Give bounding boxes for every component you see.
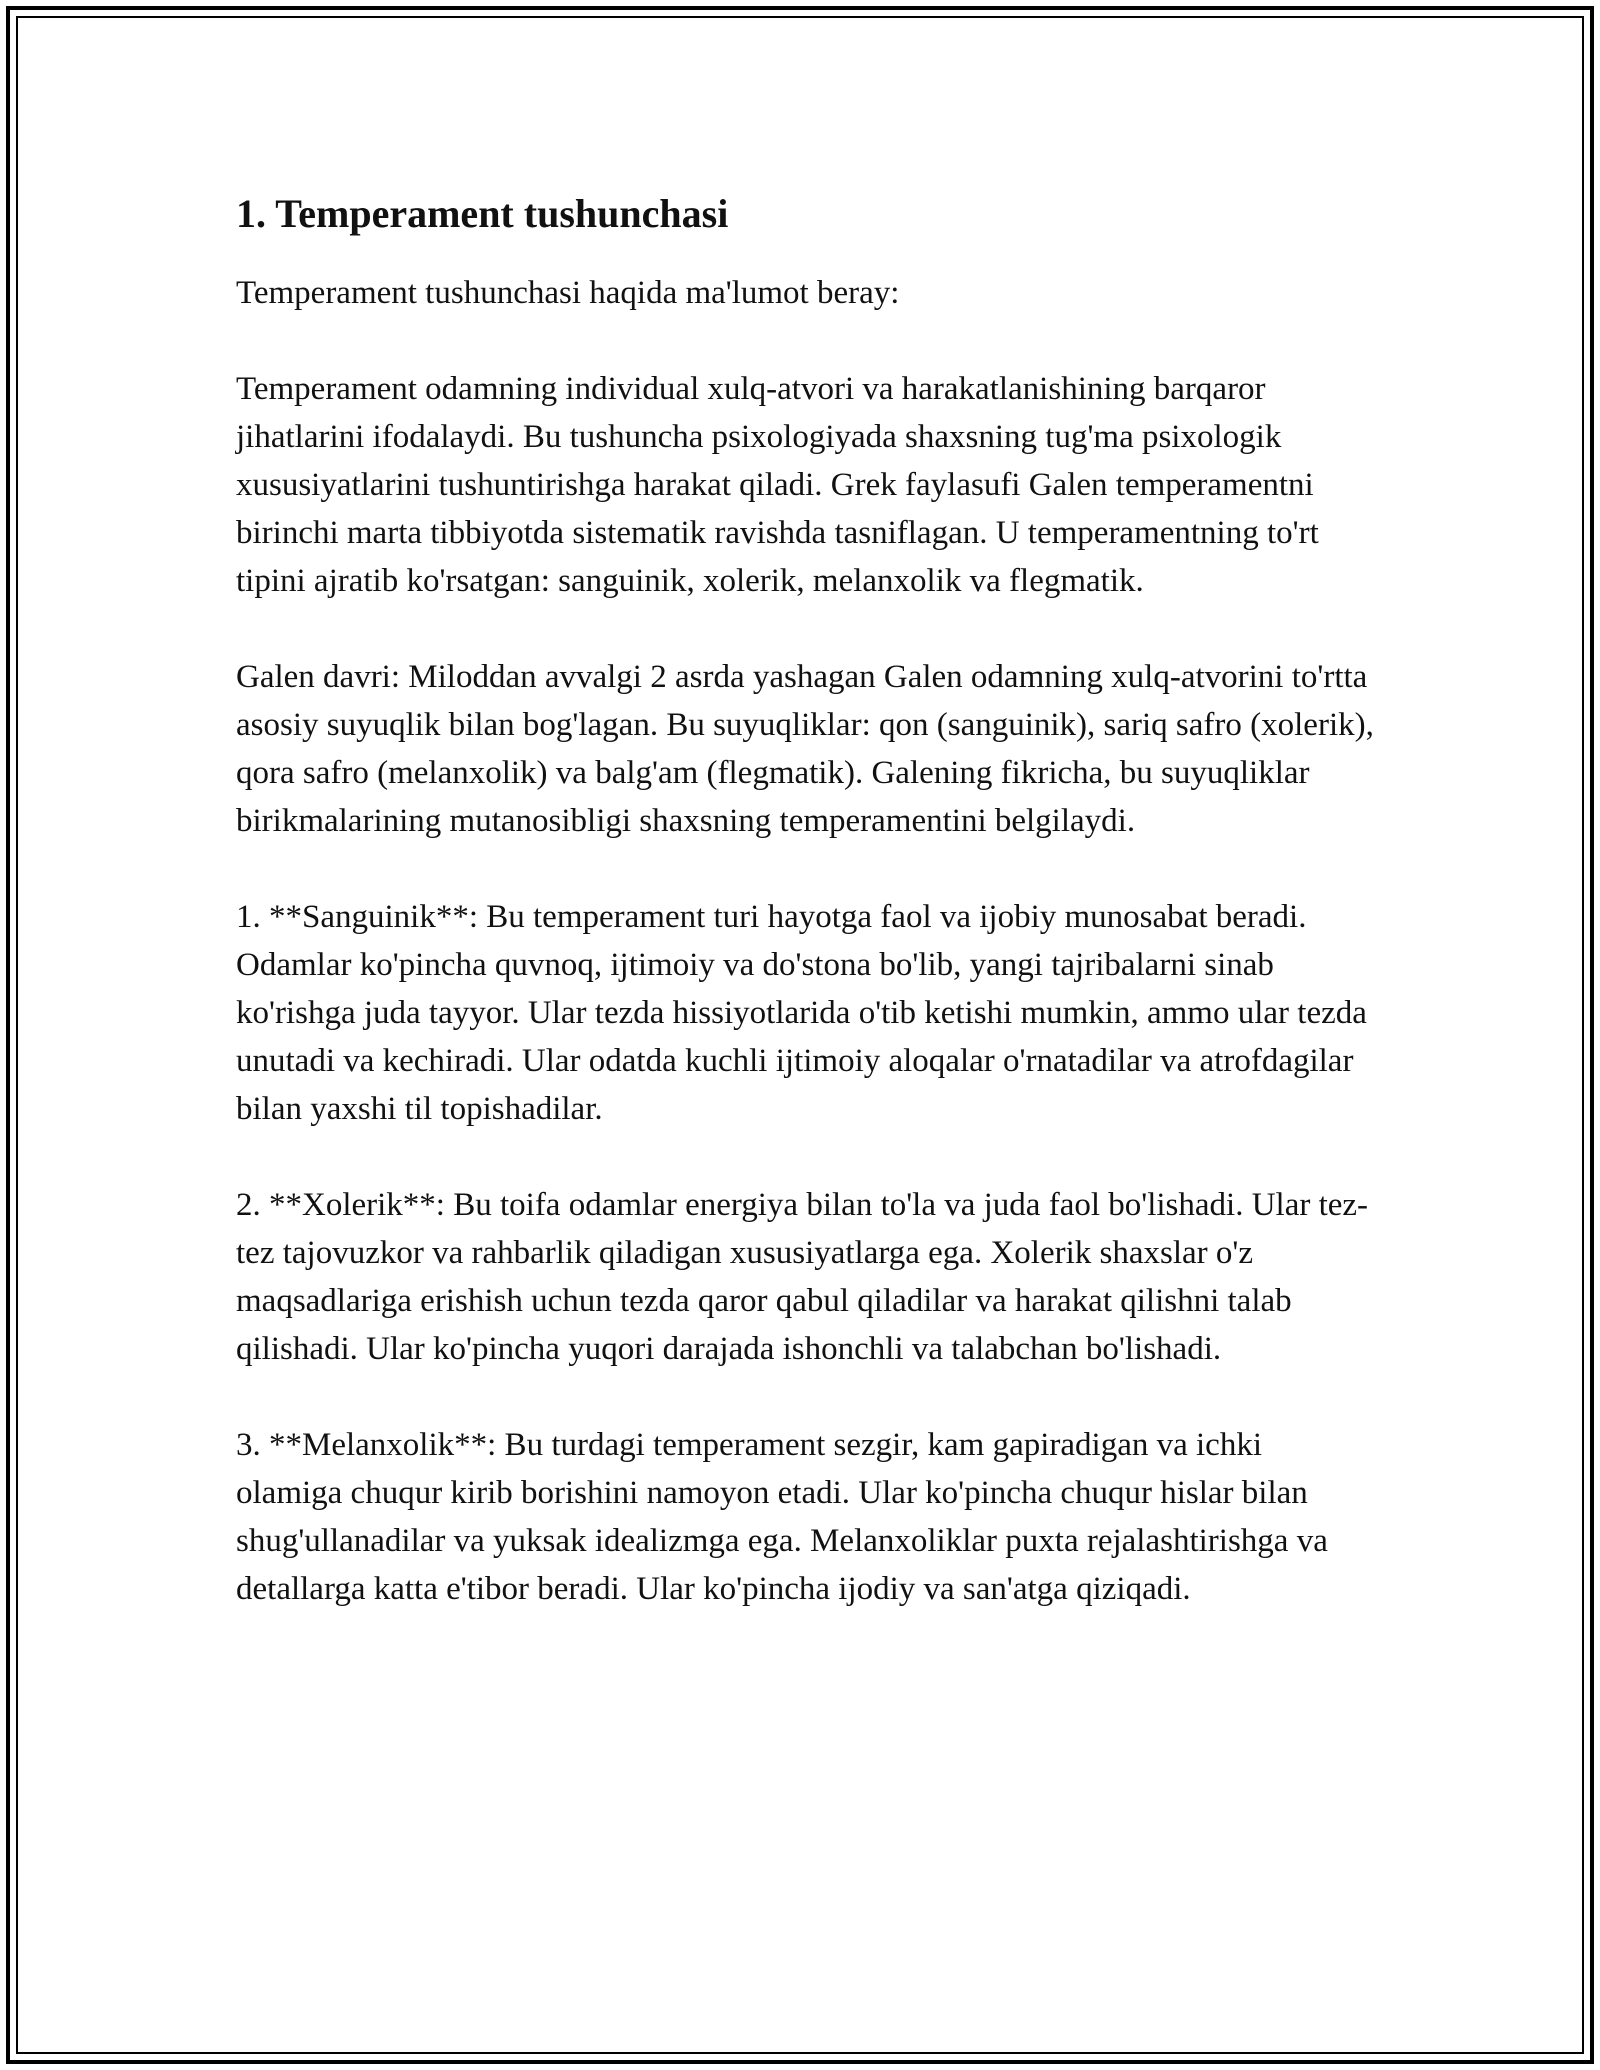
paragraph-sanguinik: 1. **Sanguinik**: Bu temperament turi hayotga faol va ijobiy munosabat beradi. Odamlar ko'pincha quvnoq, ijtimoiy va do'stona bo'lib, yangi tajribalarni sinab ko'rishga juda tayyor. Ular tezda hissiyotlarida o'tib ketishi mumkin, ammo ular tezda unutadi va kechiradi. Ular odatda kuchli ijtimoiy aloqalar o'rnatadilar va atrofdagilar bilan yaxshi til topishadilar. bbox=[236, 899, 1367, 1127]
paragraph-melanxolik: 3. **Melanxolik**: Bu turdagi temperament sezgir, kam gapiradigan va ichki olamiga chuqur kirib borishini namoyon etadi. Ular ko'pincha chuqur hislar bilan shug'ullanadilar va yuksak idealizmga ega. Melanxoliklar puxta rejalashtirishga va detallarga katta e'tibor beradi. Ular ko'pincha ijodiy va san'atga qiziqadi. bbox=[236, 1427, 1328, 1607]
paragraph-definition: Temperament odamning individual xulq-atvori va harakatlanishining barqaror jihatlarini ifodalaydi. Bu tushuncha psixologiyada shaxsning tug'ma psixologik xususiyatlarini tushuntirishga harakat qiladi. Grek faylasufi Galen temperamentni birinchi marta tibbiyotda sistematik ravishda tasniflagan. U temperamentning to'rt tipini ajratib ko'rsatgan: sanguinik, xolerik, melanxolik va flegmatik. bbox=[236, 371, 1319, 599]
section-heading: 1. Temperament tushunchasi bbox=[236, 191, 729, 236]
paragraph-xolerik: 2. **Xolerik**: Bu toifa odamlar energiya bilan to'la va juda faol bo'lishadi. Ular tez-tez tajovuzkor va rahbarlik qiladigan xususiyatlarga ega. Xolerik shaxslar o'z maqsadlariga erishish uchun tezda qaror qabul qiladilar va harakat qilishni talab qilishadi. Ular ko'pincha yuqori darajada ishonchli va talabchan bo'lishadi. bbox=[236, 1187, 1369, 1367]
intro-paragraph: Temperament tushunchasi haqida ma'lumot beray: bbox=[236, 275, 900, 311]
document-body bbox=[236, 185, 1376, 1661]
paragraph-galen: Galen davri: Miloddan avvalgi 2 asrda yashagan Galen odamning xulq-atvorini to'rtta asosiy suyuqlik bilan bog'lagan. Bu suyuqliklar: qon (sanguinik), sariq safro (xolerik), qora safro (melanxolik) va balg'am (flegmatik). Galening fikricha, bu suyuqliklar birikmalarining mutanosibligi shaxsning temperamentini belgilaydi. bbox=[236, 659, 1374, 839]
